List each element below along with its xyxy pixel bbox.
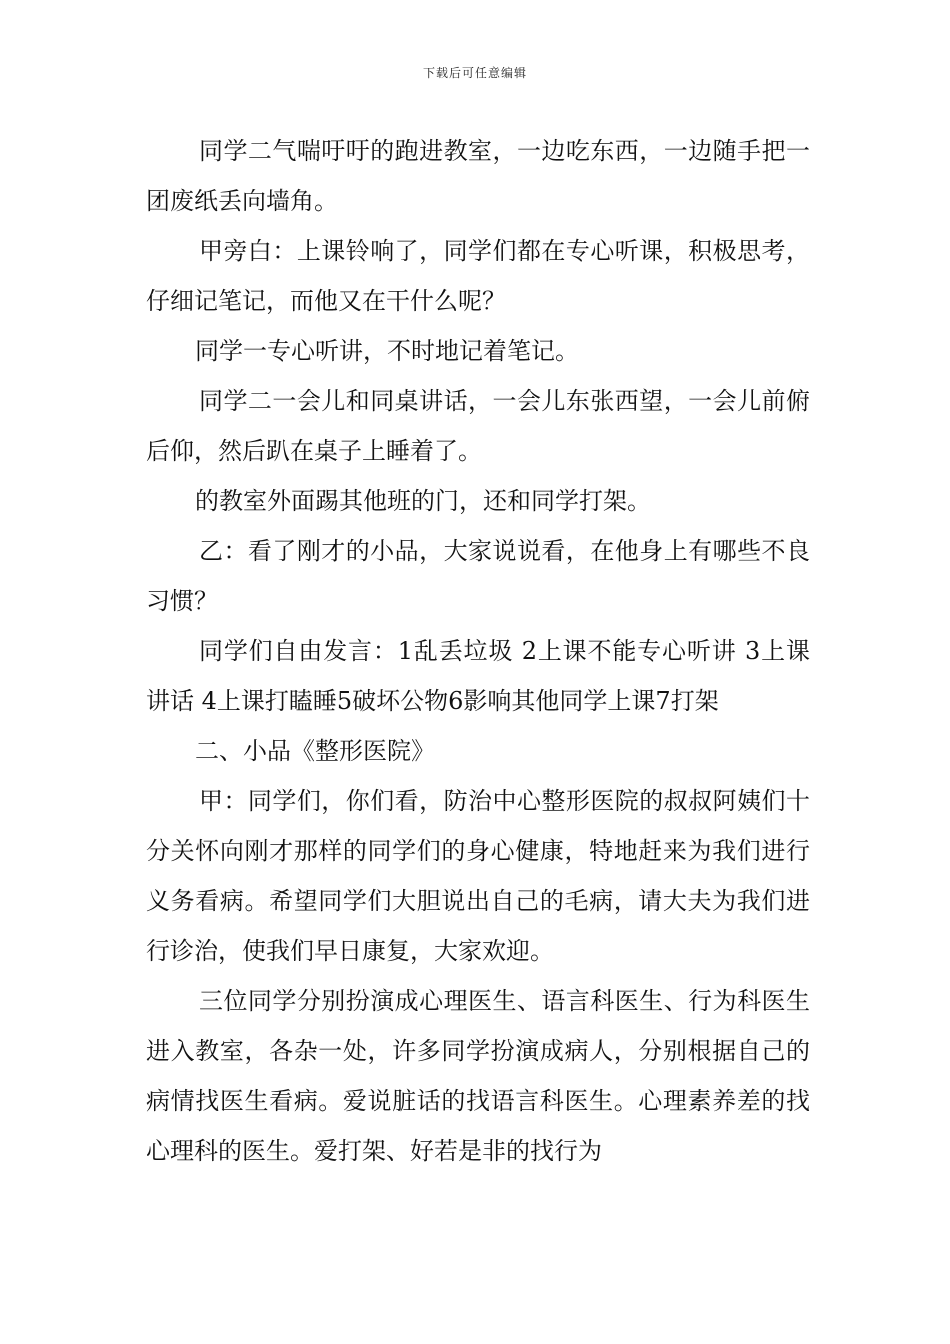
- paragraph-9: 三位同学分别扮演成心理医生、语言科医生、行为科医生进入教室，各杂一处，许多同学扮演成病人，分别根据自己的病情找医生看病。爱说脏话的找语言科医生。心理素养差的找心理科的医生。爱打架、好若是非的找行为: [146, 987, 810, 1165]
- paragraph-6: 乙：看了刚才的小品，大家说说看，在他身上有哪些不良习惯？: [146, 537, 810, 615]
- paragraph-5: 的教室外面踢其他班的门，还和同学打架。: [195, 487, 651, 515]
- paragraph-2: 甲旁白：上课铃响了，同学们都在专心听课，积极思考，仔细记笔记，而他又在干什么呢？: [146, 237, 810, 315]
- paragraph-3: 同学一专心听讲，不时地记着笔记。: [195, 337, 579, 365]
- section-heading: 二、小品《整形医院》: [195, 737, 435, 765]
- document-body: [146, 126, 810, 1176]
- paragraph-8: 甲：同学们，你们看，防治中心整形医院的叔叔阿姨们十分关怀向刚才那样的同学们的身心健康，特地赶来为我们进行义务看病。希望同学们大胆说出自己的毛病，请大夫为我们进行诊治，使我们早日康复，大家欢迎。: [146, 787, 810, 965]
- page-header: 下载后可任意编辑: [422, 66, 527, 80]
- paragraph-1: 同学二气喘吁吁的跑进教室，一边吃东西，一边随手把一团废纸丢向墙角。: [146, 137, 810, 215]
- paragraph-7: 同学们自由发言：1乱丢垃圾 2上课不能专心听讲 3上课讲话 4上课打瞌睡5破坏公物6影响其他同学上课7打架: [146, 637, 810, 715]
- paragraph-4: 同学二一会儿和同桌讲话，一会儿东张西望，一会儿前俯后仰，然后趴在桌子上睡着了。: [146, 387, 810, 465]
